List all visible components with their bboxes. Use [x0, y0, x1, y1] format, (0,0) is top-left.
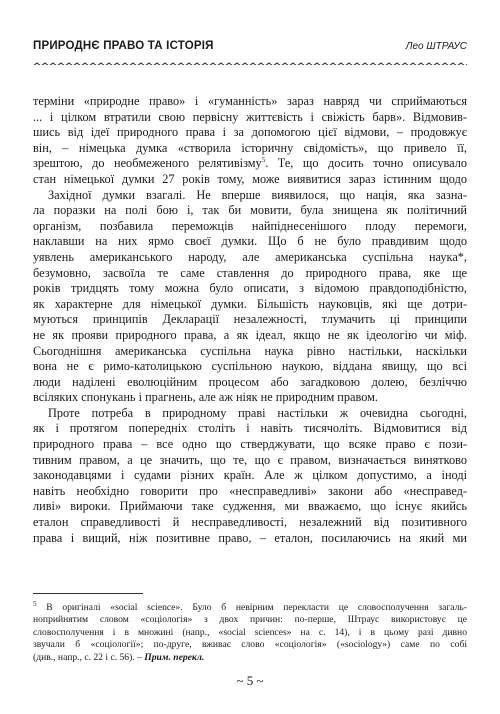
translator-note-sign: Прим. перекл.	[144, 651, 205, 663]
text-line: Проте потреба в природному праві настільки ж очевидна сьогодні,	[48, 405, 467, 420]
text-line: ливі» вироки. Приймаючи таке судження, ми вважаємо, що існує якийсь	[33, 499, 467, 514]
text-line: ла поразки на полі бою і, так би мовити, була знищена як політичний	[33, 203, 467, 218]
book-title: ПРИРОДНЄ ПРАВО ТА ІСТОРІЯ	[33, 40, 214, 52]
text-line: стан німецької думки 27 років тому, може виявитися зараз істинним щодо	[33, 171, 467, 186]
text-line: законодавцями і судами різних країн. Але ж цілком допустимо, а іноді	[33, 468, 467, 483]
footnote-line	[33, 652, 467, 664]
text-fragment: В оригіналі «social science». Було б невірним перекласти це словосполучення загаль-	[36, 602, 467, 613]
text-line: не як прояви природного права, а як ідеал, якщо не як ідеологію чи міф.	[33, 327, 467, 342]
footnote-reference: 5	[261, 156, 266, 165]
text-line: всіляких спонукань і прагнень, але аж ніяк не природним правом.	[33, 390, 378, 405]
text-line: люди наділені еволюційним процесом або загадковою долею, безліччю	[33, 374, 467, 389]
decorative-ornament-border	[33, 57, 467, 65]
text-fragment: . Те, що досить точно описувало	[265, 156, 467, 171]
text-line: шись від ідеї природного права і за допомогою цієї відмови, – продовжує	[33, 125, 467, 140]
footnote	[33, 599, 467, 664]
footnote-line	[33, 599, 467, 614]
text-line: років тридцять тому можна було описати, з відомою правдоподібністю,	[33, 281, 467, 296]
text-fragment: (див., напр., с. 22 і с. 56). –	[33, 651, 145, 663]
text-line: безумовно, засвоїла те саме ставлення до природного права, яке ще	[33, 265, 467, 280]
text-line: Сьогоднішня американська суспільна наука рівно настільки, наскільки	[33, 343, 467, 358]
text-line: наклавши на них ярмо своєї думки. Що б не було правдивим щодо	[33, 234, 467, 249]
text-line	[33, 156, 467, 172]
page-number: ~ 5 ~	[236, 673, 264, 688]
text-line: Західної думки взагалі. Не вперше виявилося, що нація, яка зазна-	[48, 187, 467, 202]
text-line: уявлень американського народу, але американська суспільна наука*,	[33, 249, 467, 264]
text-line: тивним правом, а це значить, що те, що є правом, визначається винятково	[33, 452, 467, 467]
text-line: вона не є римо-католицькою суспільною наукою, віддана явищу, що всі	[33, 359, 467, 374]
text-line: як і протягом попередніх століть і навіть тисячоліть. Відмовитися від	[33, 421, 467, 436]
text-line: навіть необхідно говорити про «несправедливі» закони або «несправед-	[33, 483, 467, 498]
text-line: він, – німецька думка «створила історичну свідомість», що привело її,	[33, 140, 467, 155]
main-text	[33, 94, 467, 546]
footnote-number: 5	[33, 599, 37, 608]
footnote-line: звучали б «соціології»; по-друге, вживає слово «соціологія» («sociology») саме по собі	[33, 639, 467, 651]
footnote-line: словосполучення і в множині (напр., «social sciences» на с. 14), і в цьому разі дивно	[33, 626, 467, 638]
text-line: права і вищий, ніж позитивне право, – еталон, посилаючись на який ми	[33, 530, 467, 545]
text-line: терміни «природне право» і «гуманність» зараз навряд чи сприймаються	[33, 94, 467, 108]
footnote-line: ноприйнятим словом «соціологія» з двох причин: по-перше, Штраус використовує це	[33, 614, 467, 626]
author-name: Лео ШТРАУС	[405, 41, 467, 52]
text-line: ... і цілком втратили свою первісну життєвість і свіжість барв». Відмовив-	[33, 109, 467, 124]
text-line: природного права – все одно що стверджувати, що всяке право є пози-	[33, 437, 467, 452]
text-line: еталон справедливості й несправедливості, незалежний від позитивного	[33, 515, 467, 530]
text-line: як характерне для німецької думки. Більшість науковців, які ще дотри-	[33, 296, 467, 311]
footnote-divider	[33, 593, 143, 594]
running-header	[33, 40, 467, 56]
text-line: муються принципів Декларації незалежності, тлумачить ці принципи	[33, 312, 467, 327]
text-fragment: зрештою, до необмеженого релятивізму	[33, 156, 262, 171]
text-line: організм, позбавила переможців найпіднесенішого плоду перемоги,	[33, 218, 467, 233]
